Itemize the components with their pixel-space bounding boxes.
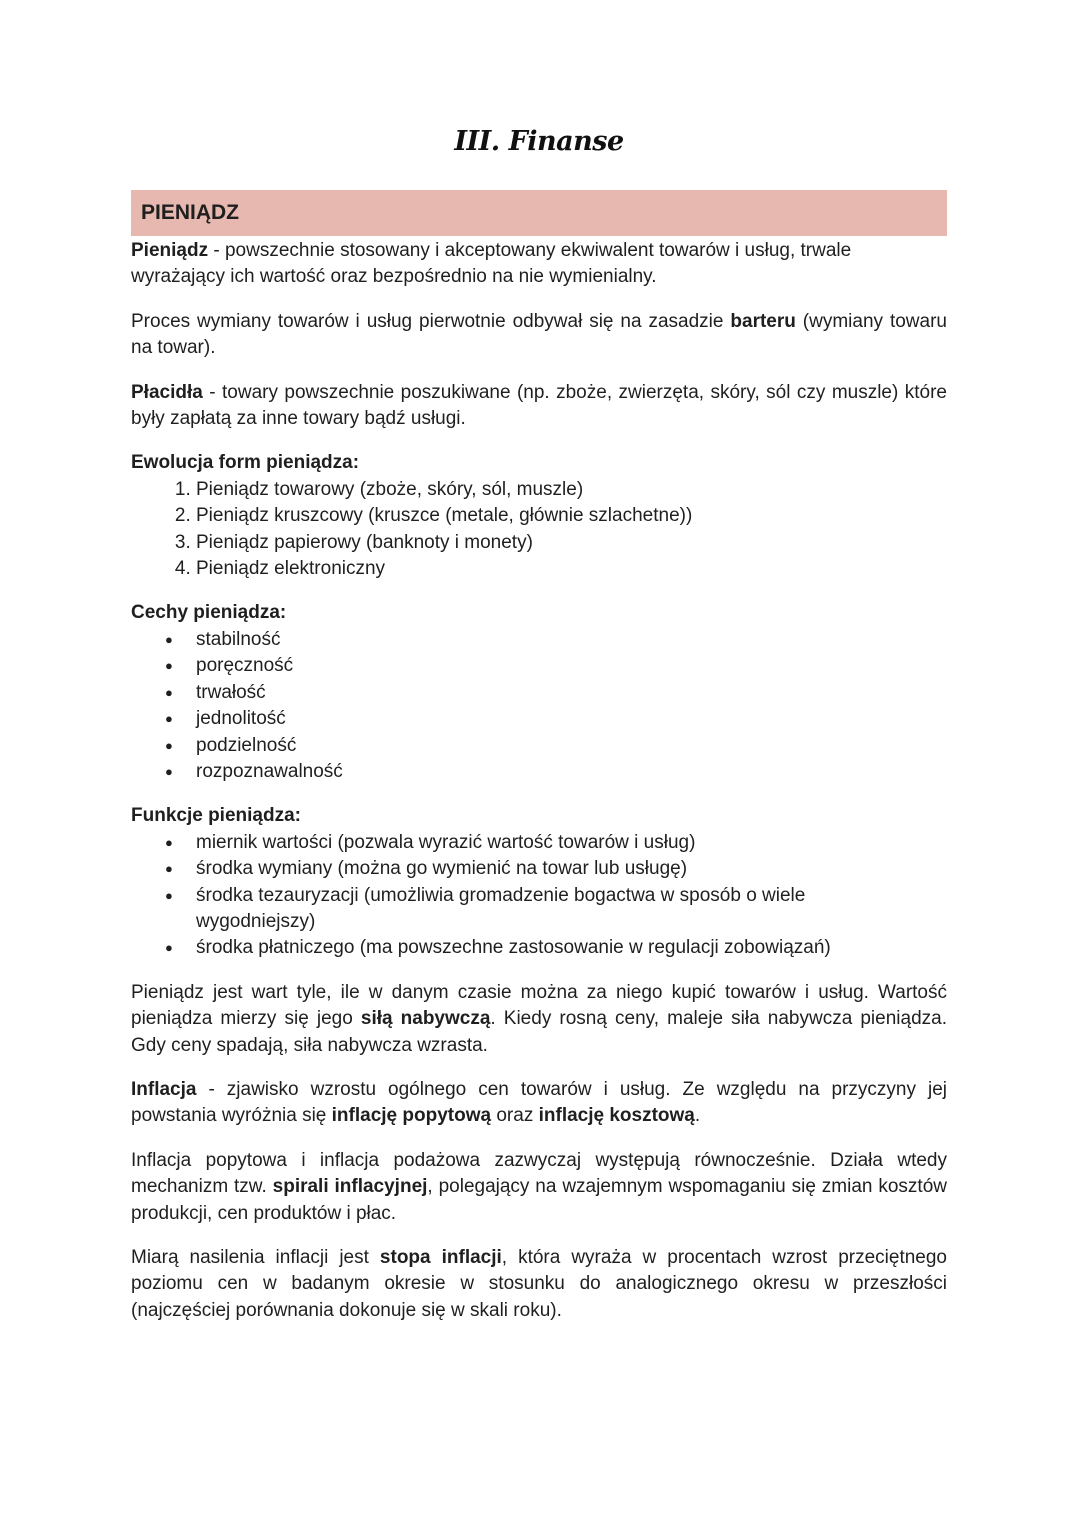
spiral-text-before: Inflacja popytowa i inflacja podażowa zazwyczaj występują równocześnie. Działa wtedy mechanizm tzw.: [131, 1149, 947, 1198]
term-cost-inflation: inflację kosztową: [538, 1105, 695, 1127]
heading-evolution: Ewolucja form pieniądza:: [131, 452, 360, 474]
term-pieniadz: Pieniądz: [131, 240, 209, 261]
list-item: ● poręczność: [196, 653, 947, 679]
list-item: 1. Pieniądz towarowy (zboże, skóry, sól, muszle): [196, 477, 947, 503]
inflation-text-3: .: [694, 1105, 701, 1127]
inflation-text-2: oraz: [491, 1105, 539, 1127]
barter-text-before: Proces wymiany towarów i usług pierwotnie odbywał się na zasadzie: [131, 310, 731, 332]
money-definition-text: - powszechnie stosowany i akceptowany ekwiwalent towarów i usług, trwale wyrażający ich wartość oraz bezpośrednio na nie wymienialny.: [131, 240, 852, 288]
list-item: ● środka tezauryzacji (umożliwia gromadzenie bogactwa w sposób o wiele wygodniejszy): [196, 883, 847, 936]
paragraph-inflation: [131, 1077, 947, 1130]
barter-text-after: (wymiany towaru na towar).: [131, 310, 947, 359]
term-inflacja: Inflacja: [131, 1078, 197, 1100]
paragraph-value: [131, 980, 947, 1059]
spiral-text-after: , polegający na wzajemnym wspomaganiu się zmian kosztów produkcji, cen produktów i płac.: [131, 1176, 947, 1224]
heading-features: Cechy pieniądza:: [131, 602, 287, 624]
rate-text-after: , która wyraża w procentach wzrost przeciętnego poziomu cen w badanym okresie w stosunku do analogicznego okresu w przeszłości (najczęściej porównania dokonuje się w skali roku).: [131, 1247, 947, 1321]
list-item: 3. Pieniądz papierowy (banknoty i monety): [196, 530, 947, 556]
term-demand-inflation: inflację popytową: [331, 1105, 492, 1127]
paragraph-money-definition: [131, 238, 947, 291]
placidla-text: - towary powszechnie poszukiwane (np. zboże, zwierzęta, skóry, sól czy muszle) które były zapłatą za inne towary bądź usługi.: [131, 381, 947, 430]
list-item: 4. Pieniądz elektroniczny: [196, 556, 947, 582]
paragraph-spiral: [131, 1148, 947, 1227]
inflation-text-1: - zjawisko wzrostu ogólnego cen towarów i usług. Ze względu na przyczyny jej powstania wyróżnia się: [131, 1078, 947, 1127]
term-purchasing-power: siłą nabywczą: [360, 1008, 491, 1030]
list-item: ● podzielność: [196, 733, 947, 759]
value-text-after: . Kiedy rosną ceny, maleje siła nabywcza pieniądza. Gdy ceny spadają, siła nabywcza wzrasta.: [131, 1008, 947, 1056]
list-item: ● miernik wartości (pozwala wyrazić wartość towarów i usług): [196, 830, 847, 856]
term-inflation-rate: stopa inflacji: [379, 1247, 502, 1268]
paragraph-placidla: [131, 380, 947, 433]
value-text-before: Pieniądz jest wart tyle, ile w danym czasie można za niego kupić towarów i usług. Wartość pieniądza mierzy się jego: [131, 981, 947, 1030]
list-item: ● rozpoznawalność: [196, 759, 947, 785]
list-item: ● środka płatniczego (ma powszechne zastosowanie w regulacji zobowiązań): [196, 935, 847, 961]
list-item: ● stabilność: [196, 627, 947, 653]
list-item: 2. Pieniądz kruszcowy (kruszce (metale, głównie szlachetne)): [196, 503, 947, 529]
document-body: [131, 238, 947, 1342]
term-barter: barteru: [730, 310, 796, 332]
term-placidla: Płacidła: [131, 381, 203, 403]
list-evolution: [131, 477, 947, 583]
paragraph-barter: [131, 309, 947, 362]
list-item: ● jednolitość: [196, 706, 947, 732]
section-header-pieniadz: PIENIĄDZ: [131, 190, 947, 236]
page-title: III. Finanse: [454, 126, 624, 157]
paragraph-rate: [131, 1245, 947, 1324]
list-features: [131, 627, 947, 785]
list-item: ● trwałość: [196, 680, 947, 706]
heading-functions: Funkcje pieniądza:: [131, 805, 301, 827]
list-item: ● środka wymiany (można go wymienić na towar lub usługę): [196, 856, 847, 882]
list-functions: [131, 830, 947, 962]
term-inflation-spiral: spirali inflacyjnej: [272, 1176, 428, 1198]
rate-text-before: Miarą nasilenia inflacji jest: [131, 1247, 380, 1268]
